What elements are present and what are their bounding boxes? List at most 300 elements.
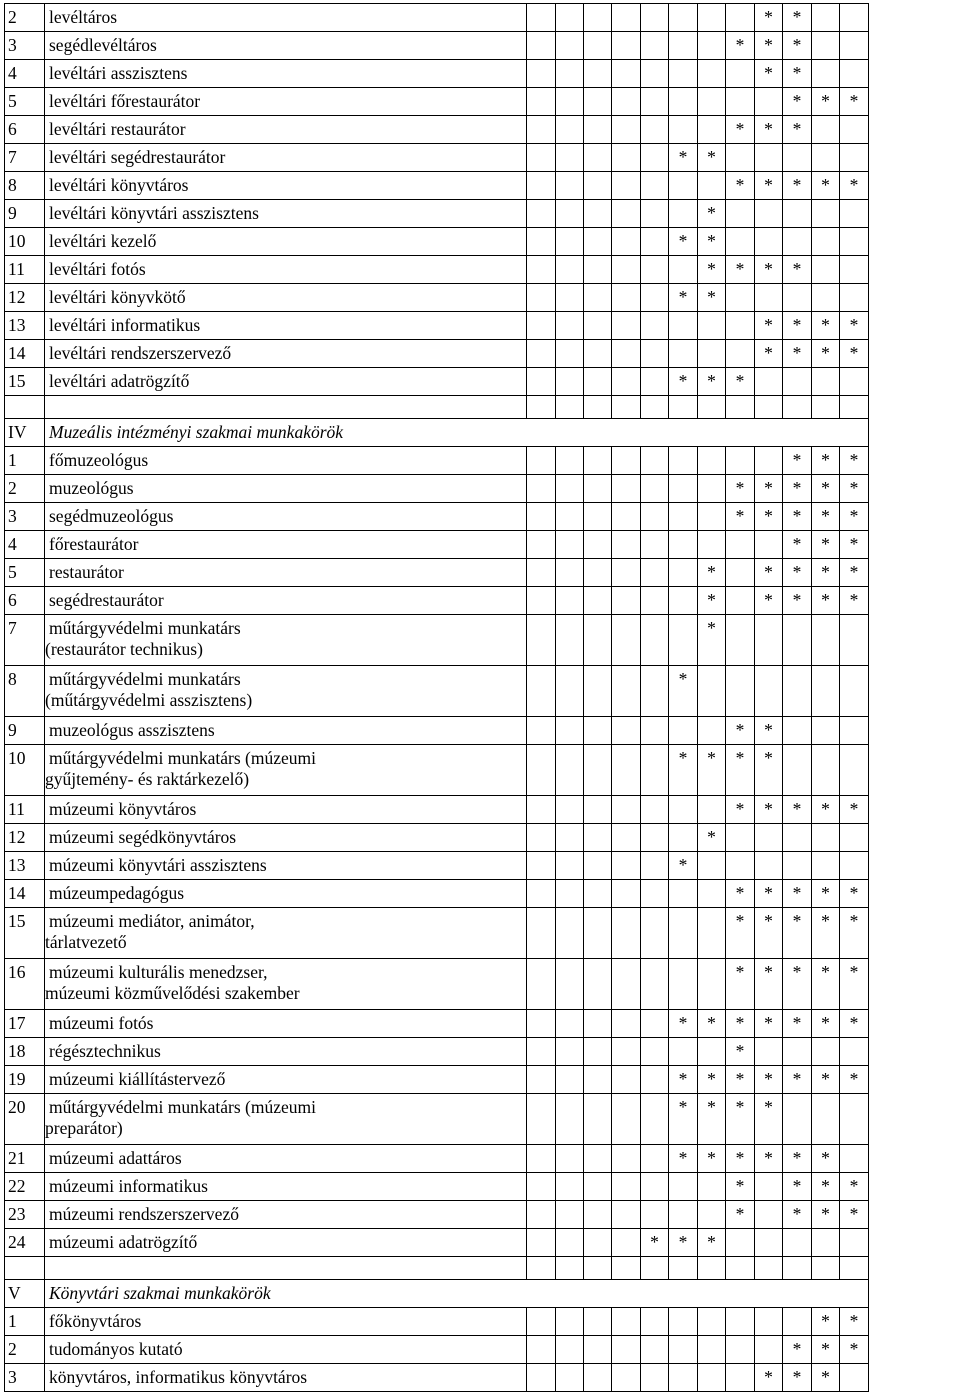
job-title: levéltáros [49, 7, 118, 27]
grade-empty-cell [840, 116, 869, 144]
grade-empty-cell [755, 531, 783, 559]
row-number: 1 [5, 447, 45, 475]
grade-empty-cell [669, 116, 698, 144]
job-title: főrestaurátor [49, 534, 139, 554]
grade-empty-cell [726, 824, 755, 852]
row-number: 16 [5, 959, 45, 1010]
grade-empty-cell [812, 200, 840, 228]
row-number: 10 [5, 745, 45, 796]
grade-empty-cell [726, 1364, 755, 1392]
grade-mark: * [698, 1094, 726, 1145]
empty-cell [783, 396, 812, 419]
grade-empty-cell [556, 340, 584, 368]
grade-empty-cell [641, 796, 669, 824]
grade-empty-cell [755, 852, 783, 880]
grade-mark: * [812, 447, 840, 475]
grade-mark: * [726, 503, 755, 531]
grade-empty-cell [584, 200, 612, 228]
grade-empty-cell [527, 284, 556, 312]
empty-cell [726, 396, 755, 419]
grade-empty-cell [698, 447, 726, 475]
job-title-cell [45, 340, 527, 368]
grade-mark: * [840, 1308, 869, 1336]
grade-empty-cell [584, 717, 612, 745]
grade-empty-cell [755, 200, 783, 228]
section-title-cell [45, 1280, 869, 1308]
grade-empty-cell [812, 1229, 840, 1257]
grade-empty-cell [641, 1201, 669, 1229]
job-title: segédmuzeológus [49, 506, 174, 526]
job-title-cell [45, 1173, 527, 1201]
grade-empty-cell [726, 144, 755, 172]
grade-mark: * [726, 1038, 755, 1066]
grade-empty-cell [755, 824, 783, 852]
empty-cell [527, 1257, 556, 1280]
row-number: 19 [5, 1066, 45, 1094]
grade-empty-cell [556, 745, 584, 796]
grade-mark: * [726, 717, 755, 745]
job-title: levéltári rendszerszervező [49, 343, 232, 363]
grade-empty-cell [612, 340, 641, 368]
row-number: 6 [5, 587, 45, 615]
empty-cell [5, 1257, 45, 1280]
grade-empty-cell [556, 475, 584, 503]
row-number: 15 [5, 368, 45, 396]
grade-empty-cell [698, 312, 726, 340]
grade-empty-cell [641, 1364, 669, 1392]
job-title-cell [45, 1066, 527, 1094]
grade-empty-cell [527, 745, 556, 796]
job-title: muzeológus asszisztens [49, 720, 215, 740]
grade-empty-cell [641, 32, 669, 60]
row-number: 12 [5, 284, 45, 312]
row-number: 3 [5, 1364, 45, 1392]
grade-mark: * [726, 1201, 755, 1229]
grade-empty-cell [556, 4, 584, 32]
grade-empty-cell [556, 852, 584, 880]
job-title-continuation: preparátor) [45, 1118, 123, 1138]
grade-empty-cell [726, 1336, 755, 1364]
grade-empty-cell [527, 531, 556, 559]
grade-empty-cell [641, 852, 669, 880]
grade-empty-cell [612, 368, 641, 396]
grade-mark: * [812, 880, 840, 908]
empty-cell [45, 396, 527, 419]
grade-empty-cell [783, 368, 812, 396]
grade-empty-cell [755, 284, 783, 312]
grade-empty-cell [641, 312, 669, 340]
grade-empty-cell [641, 88, 669, 116]
job-title: műtárgyvédelmi munkatárs (múzeumi [49, 1097, 316, 1117]
grade-empty-cell [612, 88, 641, 116]
job-title-cell [45, 824, 527, 852]
row-number: 22 [5, 1173, 45, 1201]
grade-mark: * [812, 1201, 840, 1229]
job-title: levéltári könyvtári asszisztens [49, 203, 259, 223]
grade-mark: * [669, 852, 698, 880]
grade-empty-cell [527, 1066, 556, 1094]
grade-empty-cell [612, 284, 641, 312]
grade-empty-cell [612, 1308, 641, 1336]
row-number: 11 [5, 796, 45, 824]
grade-mark: * [840, 475, 869, 503]
grade-empty-cell [527, 1173, 556, 1201]
grade-mark: * [812, 503, 840, 531]
grade-empty-cell [612, 1010, 641, 1038]
job-title: restaurátor [49, 562, 124, 582]
job-title: segédrestaurátor [49, 590, 164, 610]
grade-mark: * [840, 1336, 869, 1364]
grade-empty-cell [698, 172, 726, 200]
grade-empty-cell [840, 32, 869, 60]
job-title: levéltári adatrögzítő [49, 371, 190, 391]
grade-mark: * [840, 312, 869, 340]
grade-empty-cell [641, 531, 669, 559]
grade-empty-cell [669, 559, 698, 587]
grade-mark: * [755, 796, 783, 824]
grade-empty-cell [612, 615, 641, 666]
row-number: 5 [5, 88, 45, 116]
grade-empty-cell [584, 1010, 612, 1038]
grade-empty-cell [726, 1308, 755, 1336]
job-title: múzeumpedagógus [49, 883, 185, 903]
grade-empty-cell [755, 1336, 783, 1364]
grade-empty-cell [840, 666, 869, 717]
grade-empty-cell [527, 88, 556, 116]
grade-empty-cell [755, 1201, 783, 1229]
grade-empty-cell [726, 1229, 755, 1257]
grade-empty-cell [612, 32, 641, 60]
grade-empty-cell [584, 745, 612, 796]
job-title-cell [45, 32, 527, 60]
grade-empty-cell [783, 228, 812, 256]
job-title: levéltári fotós [49, 259, 146, 279]
grade-empty-cell [556, 256, 584, 284]
grade-empty-cell [812, 666, 840, 717]
grade-empty-cell [783, 144, 812, 172]
grade-mark: * [840, 1173, 869, 1201]
grade-empty-cell [556, 32, 584, 60]
grade-empty-cell [641, 745, 669, 796]
table-row [5, 745, 869, 796]
empty-cell [812, 396, 840, 419]
grade-empty-cell [556, 666, 584, 717]
job-title-cell [45, 1145, 527, 1173]
grade-empty-cell [783, 666, 812, 717]
grade-empty-cell [812, 228, 840, 256]
job-title-cell [45, 256, 527, 284]
job-title-cell [45, 852, 527, 880]
grade-empty-cell [698, 717, 726, 745]
empty-cell [584, 396, 612, 419]
grade-empty-cell [726, 559, 755, 587]
grade-empty-cell [527, 559, 556, 587]
grade-mark: * [783, 959, 812, 1010]
table-row [5, 172, 869, 200]
grade-empty-cell [698, 60, 726, 88]
grade-empty-cell [755, 1308, 783, 1336]
grade-empty-cell [556, 1229, 584, 1257]
job-title-cell [45, 144, 527, 172]
table-row [5, 447, 869, 475]
grade-empty-cell [584, 531, 612, 559]
grade-mark: * [698, 228, 726, 256]
job-title-cell [45, 559, 527, 587]
job-title: levéltári restaurátor [49, 119, 186, 139]
job-title-cell [45, 959, 527, 1010]
grade-mark: * [812, 1010, 840, 1038]
grade-empty-cell [698, 880, 726, 908]
grade-empty-cell [726, 88, 755, 116]
grade-empty-cell [612, 172, 641, 200]
grade-mark: * [698, 1010, 726, 1038]
grade-empty-cell [584, 88, 612, 116]
job-title: könyvtáros, informatikus könyvtáros [49, 1367, 308, 1387]
grade-mark: * [698, 1229, 726, 1257]
job-title-cell [45, 587, 527, 615]
grade-mark: * [783, 447, 812, 475]
grade-empty-cell [641, 503, 669, 531]
grade-mark: * [840, 796, 869, 824]
grade-mark: * [755, 959, 783, 1010]
table-row [5, 880, 869, 908]
grade-mark: * [812, 172, 840, 200]
grade-empty-cell [584, 312, 612, 340]
grade-mark: * [812, 475, 840, 503]
grade-empty-cell [584, 475, 612, 503]
grade-empty-cell [726, 340, 755, 368]
grade-empty-cell [584, 503, 612, 531]
grade-empty-cell [641, 587, 669, 615]
grade-empty-cell [669, 615, 698, 666]
job-title-cell [45, 717, 527, 745]
grade-empty-cell [755, 666, 783, 717]
grade-empty-cell [669, 1201, 698, 1229]
job-title-cell [45, 4, 527, 32]
job-title: múzeumi fotós [49, 1013, 154, 1033]
grade-mark: * [755, 1364, 783, 1392]
grade-empty-cell [840, 1145, 869, 1173]
grade-empty-cell [641, 615, 669, 666]
grade-mark: * [840, 1010, 869, 1038]
grade-empty-cell [556, 531, 584, 559]
job-title-cell [45, 1308, 527, 1336]
grade-empty-cell [612, 852, 641, 880]
grade-mark: * [812, 1336, 840, 1364]
grade-empty-cell [612, 144, 641, 172]
grade-empty-cell [726, 852, 755, 880]
grade-empty-cell [726, 60, 755, 88]
grade-empty-cell [556, 959, 584, 1010]
grade-mark: * [783, 475, 812, 503]
grade-empty-cell [726, 447, 755, 475]
grade-empty-cell [840, 144, 869, 172]
grade-mark: * [669, 1094, 698, 1145]
table-row [5, 32, 869, 60]
grade-empty-cell [812, 852, 840, 880]
table-row [5, 959, 869, 1010]
job-title-cell [45, 796, 527, 824]
grade-empty-cell [641, 717, 669, 745]
grade-mark: * [783, 88, 812, 116]
grade-empty-cell [556, 1010, 584, 1038]
grade-empty-cell [556, 503, 584, 531]
grade-empty-cell [669, 796, 698, 824]
job-title: múzeumi könyvtári asszisztens [49, 855, 267, 875]
section-number: V [5, 1280, 45, 1308]
grade-empty-cell [527, 852, 556, 880]
grade-mark: * [726, 1145, 755, 1173]
grade-mark: * [698, 1066, 726, 1094]
table-row [5, 1173, 869, 1201]
job-title-cell [45, 745, 527, 796]
grade-empty-cell [641, 908, 669, 959]
table-row [5, 4, 869, 32]
grade-mark: * [726, 880, 755, 908]
grade-empty-cell [840, 4, 869, 32]
grade-mark: * [698, 144, 726, 172]
grade-mark: * [783, 1201, 812, 1229]
grade-empty-cell [812, 4, 840, 32]
grade-empty-cell [755, 88, 783, 116]
table-row [5, 60, 869, 88]
grade-mark: * [698, 824, 726, 852]
grade-empty-cell [812, 256, 840, 284]
grade-empty-cell [641, 144, 669, 172]
grade-empty-cell [584, 256, 612, 284]
job-title: múzeumi könyvtáros [49, 799, 197, 819]
grade-empty-cell [641, 447, 669, 475]
grade-mark: * [812, 587, 840, 615]
grade-empty-cell [726, 4, 755, 32]
grade-mark: * [783, 559, 812, 587]
grade-empty-cell [584, 908, 612, 959]
table-row [5, 852, 869, 880]
grade-mark: * [783, 1066, 812, 1094]
grade-mark: * [783, 1336, 812, 1364]
job-title-cell [45, 200, 527, 228]
job-title-cell [45, 312, 527, 340]
empty-cell [840, 396, 869, 419]
grade-empty-cell [641, 1308, 669, 1336]
grade-empty-cell [669, 1173, 698, 1201]
grade-empty-cell [556, 796, 584, 824]
table-row [5, 1201, 869, 1229]
job-title: műtárgyvédelmi munkatárs [49, 669, 241, 689]
grade-empty-cell [584, 116, 612, 144]
grade-empty-cell [527, 1010, 556, 1038]
job-title: muzeológus [49, 478, 134, 498]
grade-empty-cell [840, 717, 869, 745]
grade-empty-cell [755, 1173, 783, 1201]
grade-empty-cell [641, 1173, 669, 1201]
grade-empty-cell [840, 1229, 869, 1257]
row-number: 7 [5, 615, 45, 666]
grade-empty-cell [556, 1066, 584, 1094]
grade-empty-cell [812, 144, 840, 172]
empty-cell [755, 396, 783, 419]
grade-empty-cell [641, 1336, 669, 1364]
grade-empty-cell [641, 4, 669, 32]
grade-empty-cell [584, 340, 612, 368]
grade-empty-cell [641, 60, 669, 88]
row-number: 14 [5, 340, 45, 368]
table-row [5, 1038, 869, 1066]
row-number: 13 [5, 852, 45, 880]
grade-empty-cell [641, 1066, 669, 1094]
job-title-cell [45, 880, 527, 908]
grade-empty-cell [527, 1336, 556, 1364]
grade-empty-cell [641, 368, 669, 396]
row-number: 4 [5, 531, 45, 559]
grade-mark: * [812, 1173, 840, 1201]
grade-empty-cell [527, 228, 556, 256]
grade-mark: * [812, 908, 840, 959]
row-number: 4 [5, 60, 45, 88]
empty-cell [641, 1257, 669, 1280]
grade-empty-cell [698, 1308, 726, 1336]
grade-mark: * [726, 172, 755, 200]
grade-empty-cell [584, 615, 612, 666]
grade-empty-cell [783, 200, 812, 228]
grade-empty-cell [698, 796, 726, 824]
grade-empty-cell [812, 32, 840, 60]
grade-mark: * [783, 796, 812, 824]
grade-empty-cell [641, 959, 669, 1010]
grade-empty-cell [584, 587, 612, 615]
row-number: 6 [5, 116, 45, 144]
grade-empty-cell [527, 717, 556, 745]
grade-empty-cell [556, 559, 584, 587]
grade-empty-cell [584, 880, 612, 908]
grade-empty-cell [669, 447, 698, 475]
job-title: régésztechnikus [49, 1041, 161, 1061]
grade-mark: * [783, 908, 812, 959]
grade-mark: * [812, 1308, 840, 1336]
grade-empty-cell [584, 1038, 612, 1066]
job-title: műtárgyvédelmi munkatárs (múzeumi [49, 748, 316, 768]
grade-empty-cell [726, 228, 755, 256]
job-classification-table [4, 3, 869, 1392]
row-number: 1 [5, 1308, 45, 1336]
job-title-cell [45, 368, 527, 396]
job-title: levéltári főrestaurátor [49, 91, 201, 111]
grade-mark: * [755, 256, 783, 284]
grade-empty-cell [556, 228, 584, 256]
empty-cell [812, 1257, 840, 1280]
table-row [5, 1364, 869, 1392]
grade-empty-cell [840, 200, 869, 228]
grade-empty-cell [726, 615, 755, 666]
grade-empty-cell [669, 1364, 698, 1392]
job-title-cell [45, 1229, 527, 1257]
job-title: főmuzeológus [49, 450, 149, 470]
job-title-cell [45, 447, 527, 475]
grade-empty-cell [783, 717, 812, 745]
grade-empty-cell [698, 666, 726, 717]
row-number: 24 [5, 1229, 45, 1257]
grade-empty-cell [527, 666, 556, 717]
grade-empty-cell [584, 559, 612, 587]
empty-cell [669, 1257, 698, 1280]
grade-empty-cell [527, 1201, 556, 1229]
empty-cell [5, 396, 45, 419]
grade-empty-cell [641, 1145, 669, 1173]
grade-empty-cell [556, 1038, 584, 1066]
grade-empty-cell [612, 1229, 641, 1257]
grade-mark: * [726, 1066, 755, 1094]
grade-empty-cell [726, 200, 755, 228]
